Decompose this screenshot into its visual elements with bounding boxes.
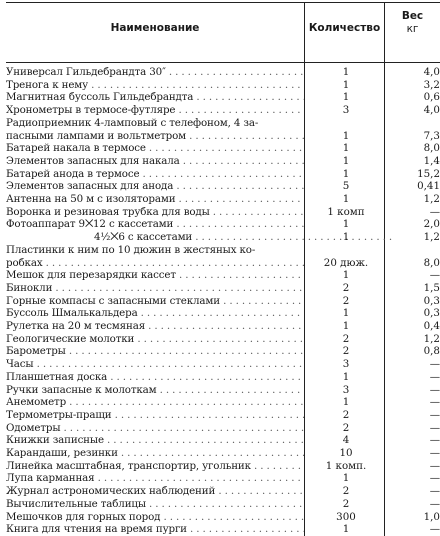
item-name: Тренога к нему . . . [6,80,304,91]
table-row [6,118,440,129]
item-quantity: 1 [342,167,350,180]
table-row [6,334,440,345]
item-name: Одометры . . . [6,423,304,434]
item-name: Лупа карманная . . . [6,473,304,484]
item-name: Журнал астрономических наблюдений . . . [6,486,304,497]
item-name: Мешок для перезарядки кассет . . . [6,270,304,281]
table-row [6,423,440,434]
table-row [6,207,440,218]
table-row [6,270,440,281]
item-quantity: 1 [342,320,350,332]
table-row [6,169,440,180]
item-quantity: 1 комп. [325,459,367,472]
item-quantity: 2 [342,281,350,294]
item-quantity: 3 [342,104,350,117]
item-name: Буссоль Шмалькальдера . . . [6,308,304,319]
item-weight: 1,2 [423,193,440,205]
item-weight: 8,0 [423,142,440,155]
item-quantity: 3 [342,358,350,371]
item-name: Магнитная буссоль Гильдебрандта . . . [6,92,304,103]
table-row [6,524,440,535]
table-row [6,499,440,510]
item-weight: — [429,358,440,371]
table-row [6,321,440,332]
item-name: Линейка масштабная, транспортир, угольник . . . [6,461,304,472]
item-quantity: 300 [336,510,356,523]
table-row [6,461,440,472]
item-name: Хронометры в термосе-футляре . . . [6,105,304,116]
item-weight: — [429,485,440,498]
item-weight: — [429,497,440,510]
item-weight: — [429,447,440,459]
item-quantity: 2 [342,408,350,421]
item-weight: 4,0 [423,104,440,117]
item-name: Геологические молотки . . . [6,334,304,345]
item-weight: 0,8 [423,345,440,358]
item-weight: 15,2 [417,167,440,180]
table-row [6,105,440,116]
item-quantity: 1 [342,218,350,231]
item-weight: — [429,269,440,282]
item-quantity: 1 [342,129,350,142]
item-weight: — [429,383,440,396]
item-weight: 0,4 [423,320,440,332]
item-name: Книга для чтения на время пурги . . . [6,524,304,535]
table-row [6,143,440,154]
item-name: Барометры . . . [6,346,304,357]
header-weight: Вес [401,10,424,22]
item-weight: 0,3 [423,307,440,320]
item-name: Горные компасы с запасными стеклами . . . [6,296,304,307]
table-top-rule [6,2,440,3]
table-row [6,219,440,230]
item-weight: — [429,396,440,409]
item-quantity: 1 [342,269,350,282]
table-row [6,473,440,484]
item-weight: — [429,472,440,485]
item-quantity: 20 дюж. [323,256,369,269]
item-weight: — [429,434,440,447]
item-name: робках . . . [6,258,304,269]
item-quantity: 2 [342,332,350,345]
item-quantity: 1 [342,193,350,205]
table-row [6,232,440,243]
table-row [6,308,440,319]
table-row [6,435,440,446]
item-weight: 7,3 [423,129,440,142]
table-row [6,359,440,370]
table-row [6,67,440,78]
table-row [6,397,440,408]
table-row [6,486,440,497]
item-name: Рулетка на 20 м тесмяная . . . [6,321,304,332]
item-quantity: 1 [342,78,350,91]
item-weight: 0,3 [423,294,440,307]
table-row [6,410,440,421]
item-quantity: 1 [342,396,350,409]
table-row [6,283,440,294]
header-name: Наименование [110,22,200,34]
item-quantity: 10 [339,447,353,459]
item-name: Термометры-пращи . . . [6,410,304,421]
item-quantity: 3 [342,383,350,396]
item-name: Карандаши, резинки . . . [6,448,304,459]
item-name: Батарей анода в термосе . . . [6,169,304,180]
item-quantity: 1 [342,154,350,167]
item-quantity: 2 [342,497,350,510]
item-name: пасными лампами и вольтметром . . . [6,131,304,142]
item-quantity: 1 комп [327,205,365,218]
item-name: Фотоаппарат 9⨉12 с кассетами . . . [6,219,304,230]
item-quantity: 1 [342,370,350,383]
item-name: Элементов запасных для накала . . . [6,156,304,167]
item-quantity: 4 [342,434,350,447]
item-quantity: 1 [342,91,350,104]
table-row [6,181,440,192]
item-weight: 1,0 [423,510,440,523]
item-name: Анемометр . . . [6,397,304,408]
item-weight: — [429,459,440,472]
item-quantity: 1 [342,66,350,78]
item-name: Мешочков для горных пород . . . [6,512,304,523]
header-bottom-rule [6,62,440,63]
table-row [6,92,440,103]
table-row [6,448,440,459]
item-weight: 1,4 [423,154,440,167]
table-row [6,296,440,307]
item-name: Часы . . . [6,359,304,370]
item-weight: 1,2 [423,332,440,345]
item-name: Элементов запасных для анода . . . [6,181,304,192]
item-quantity: 1 [342,523,350,536]
item-name: Радиоприемник 4-ламповый с телефоном, 4 за- [6,117,259,129]
item-name: Книжки записные . . . [6,435,304,446]
item-name: Бинокли . . . [6,283,304,294]
item-weight: 1,5 [423,281,440,294]
item-name: Универсал Гильдебрандта 30″ . . . [6,67,304,78]
table-row [6,131,440,142]
item-weight: 0,41 [417,180,440,193]
item-quantity: 5 [342,180,350,193]
item-name: Пластинки к ним по 10 дюжин в жестяных ко- [6,244,256,256]
item-weight: — [429,421,440,434]
item-name: Вычислительные таблицы . . . [6,499,304,510]
item-name: 4½⨉6 с кассетами . . . [6,232,392,243]
table-row [6,194,440,205]
table-row [6,245,440,256]
item-weight: 3,2 [423,78,440,91]
item-weight: 0,6 [423,91,440,104]
item-name: Антенна на 50 м с изоляторами . . . [6,194,304,205]
table-row [6,80,440,91]
header-quantity: Количество [308,22,381,34]
item-name: Планшетная доска . . . [6,372,304,383]
item-quantity: 2 [342,421,350,434]
item-weight: 4,0 [423,66,440,78]
item-weight: — [429,408,440,421]
table-row [6,512,440,523]
item-quantity: 1 [342,307,350,320]
item-weight: — [429,205,440,218]
table-row [6,385,440,396]
table-row [6,258,440,269]
table-row [6,156,440,167]
item-quantity: 1 [342,142,350,155]
item-weight: 1,2 [423,231,440,244]
header-weight-unit: кг [406,23,419,35]
item-quantity: 1 [342,472,350,485]
item-weight: — [429,523,440,536]
item-weight: 8,0 [423,256,440,269]
item-weight: — [429,370,440,383]
table-row [6,372,440,383]
table-row [6,346,440,357]
item-name: Батарей накала в термосе . . . [6,143,304,154]
item-weight: 2,0 [423,218,440,231]
item-quantity: 1 [342,231,350,244]
item-name: Ручки запасные к молоткам . . . [6,385,304,396]
item-quantity: 2 [342,294,350,307]
item-name: Воронка и резиновая трубка для воды . . . [6,207,304,218]
item-quantity: 2 [342,345,350,358]
item-quantity: 2 [342,485,350,498]
